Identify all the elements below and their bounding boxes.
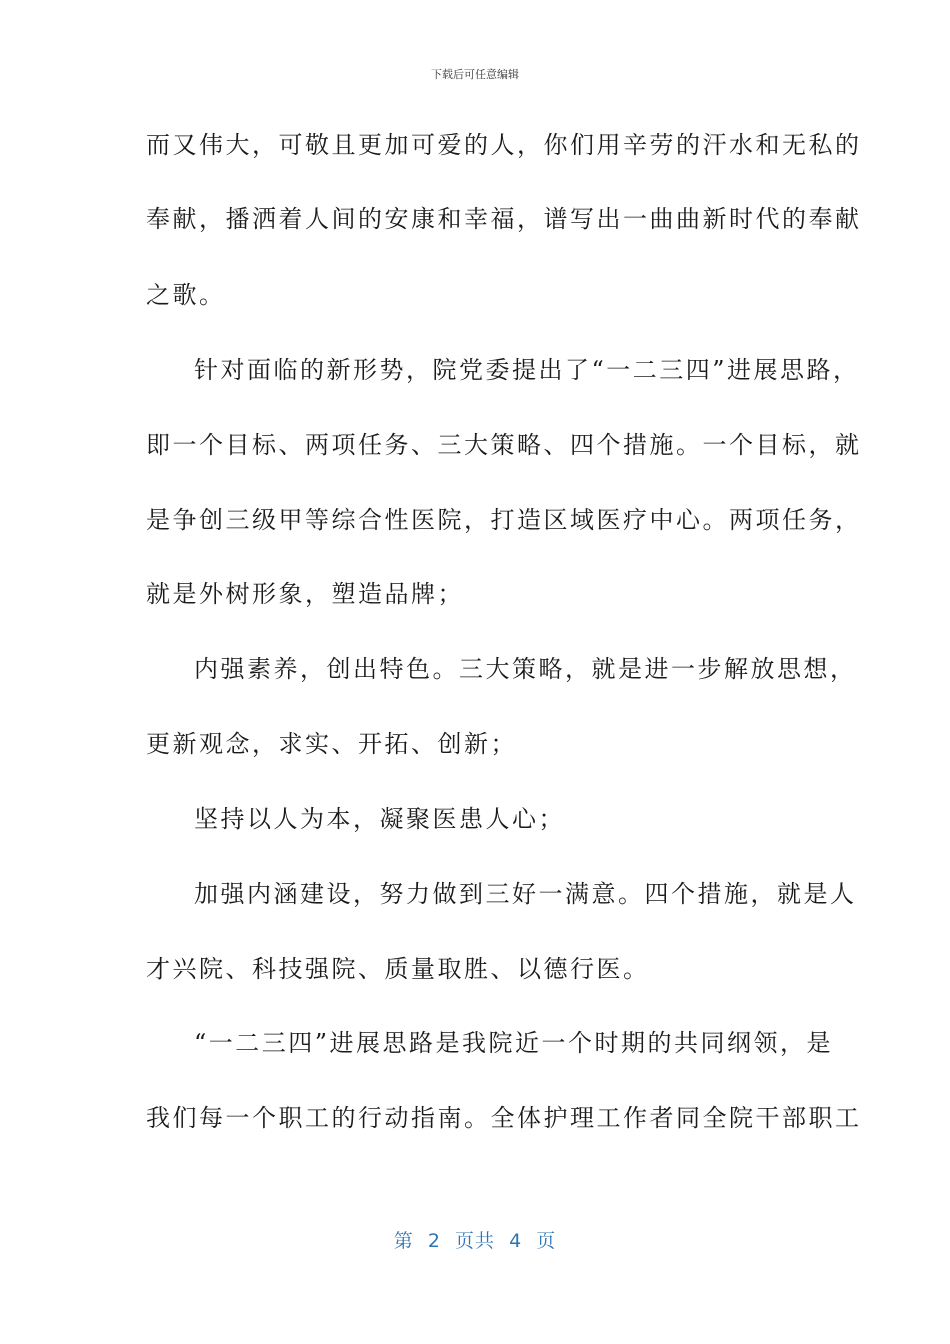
page-number-footer: 第 2 页共 4 页 [393, 1230, 557, 1252]
text-line: 坚持以人为本，凝聚医患人心； [194, 805, 565, 833]
text-line: 针对面临的新形势，院党委提出了“一二三四”进展思路， [194, 356, 860, 384]
text-line: 内强素养，创出特色。三大策略，就是进一步解放思想， [194, 655, 857, 683]
text-line: 加强内涵建设，努力做到三好一满意。四个措施，就是人 [194, 880, 857, 908]
text-line: 更新观念，求实、开拓、创新； [146, 730, 517, 758]
text-line: 我们每一个职工的行动指南。全体护理工作者同全院干部职工 [146, 1104, 862, 1132]
text-line: 才兴院、科技强院、质量取胜、以德行医。 [146, 955, 650, 983]
page-header-note: 下载后可任意编辑 [431, 68, 519, 81]
text-line: 是争创三级甲等综合性医院，打造区域医疗中心。两项任务， [146, 506, 862, 534]
text-line: 奉献，播洒着人间的安康和幸福，谱写出一曲曲新时代的奉献 [146, 205, 862, 233]
text-line: 而又伟大，可敬且更加可爱的人，你们用辛劳的汗水和无私的 [146, 131, 862, 159]
text-line: “一二三四”进展思路是我院近一个时期的共同纲领，是 [194, 1029, 834, 1057]
text-line: 之歌。 [146, 281, 226, 309]
text-line: 就是外树形象，塑造品牌； [146, 580, 464, 608]
text-line: 即一个目标、两项任务、三大策略、四个措施。一个目标，就 [146, 431, 862, 459]
